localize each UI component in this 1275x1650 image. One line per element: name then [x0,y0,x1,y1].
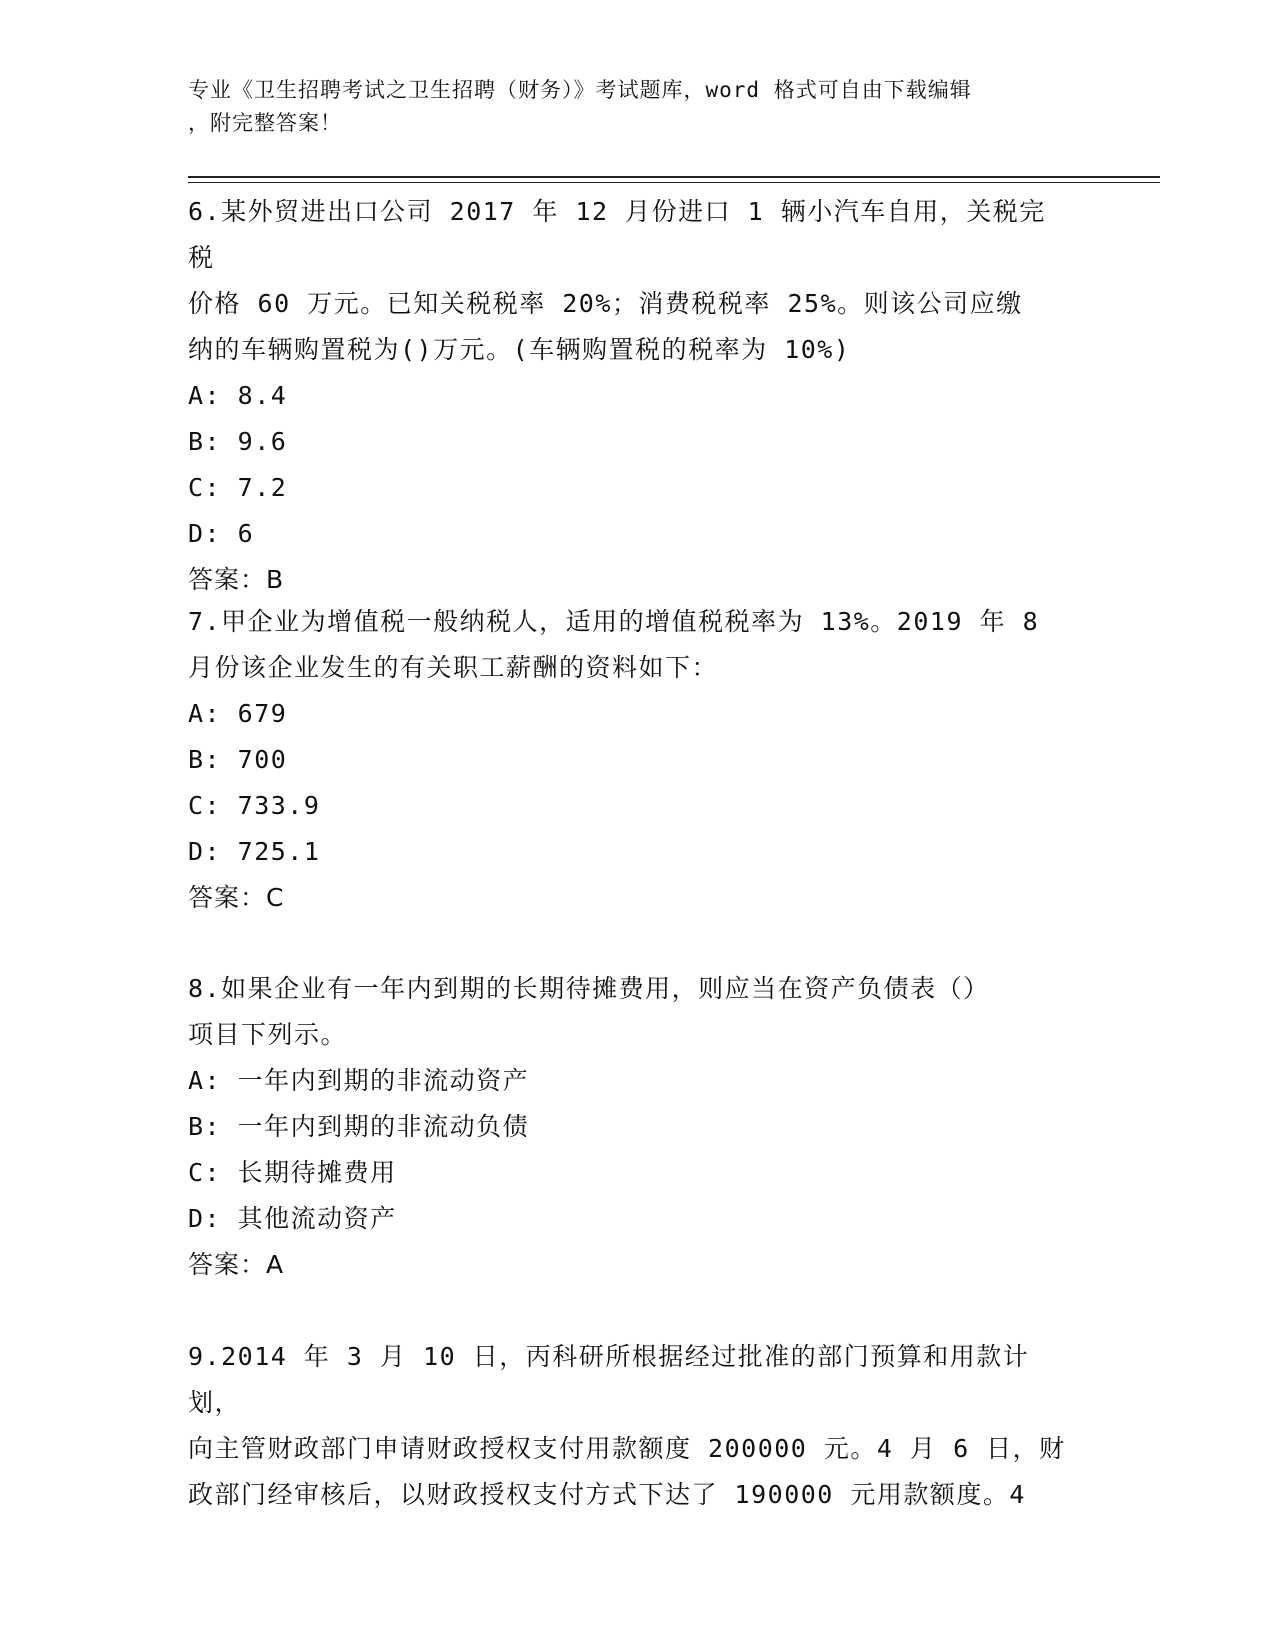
header-line-2: ，附完整答案！ [188,111,342,135]
question-stem-line: 8.如果企业有一年内到期的长期待摊费用，则应当在资产负债表（） [188,974,990,1003]
option-d: D: 6 [188,519,255,548]
question-9 [188,1334,1068,1518]
header-line-1: 专业《卫生招聘考试之卫生招聘（财务）》考试题库，word 格式可自由下载编辑 [188,78,972,102]
option-a: A: 679 [188,699,288,728]
question-stem-line: 纳的车辆购置税为()万元。(车辆购置税的税率为 10%) [188,335,851,364]
question-stem-line: 月份该企业发生的有关职工薪酬的资料如下： [188,653,719,682]
option-a: A: 8.4 [188,381,288,410]
question-stem-line: 政部门经审核后，以财政授权支付方式下达了 190000 元用款额度。4 [188,1480,1026,1509]
question-7 [188,599,1068,921]
option-a: A: 一年内到期的非流动资产 [188,1066,530,1095]
answer: 答案：A [188,1250,285,1279]
option-b: B: 700 [188,745,288,774]
option-d: D: 725.1 [188,837,321,866]
header-divider-thick [188,176,1160,178]
question-8 [188,966,1068,1288]
option-b: B: 9.6 [188,427,288,456]
question-stem-line: 向主管财政部门申请财政授权支付用款额度 200000 元。4 月 6 日，财 [188,1434,1066,1463]
answer: 答案：C [188,883,285,912]
option-c: C: 733.9 [188,791,321,820]
header-divider-thin [188,182,1160,183]
question-stem-line: 7.甲企业为增值税一般纳税人，适用的增值税税率为 13%。2019 年 8 [188,607,1040,636]
option-b: B: 一年内到期的非流动负债 [188,1112,530,1141]
option-c: C: 长期待摊费用 [188,1158,397,1187]
question-stem-line: 价格 60 万元。已知关税税率 20%；消费税税率 25%。则该公司应缴 [188,289,1023,318]
question-6 [188,189,1068,603]
question-stem-line: 9.2014 年 3 月 10 日，丙科研所根据经过批准的部门预算和用款计划， [188,1342,1030,1417]
option-d: D: 其他流动资产 [188,1204,397,1233]
document-header [188,74,1068,140]
option-c: C: 7.2 [188,473,288,502]
question-stem-line: 项目下列示。 [188,1020,348,1049]
answer: 答案：B [188,565,285,594]
question-stem-line: 6.某外贸进出口公司 2017 年 12 月份进口 1 辆小汽车自用，关税完税 [188,197,1046,272]
